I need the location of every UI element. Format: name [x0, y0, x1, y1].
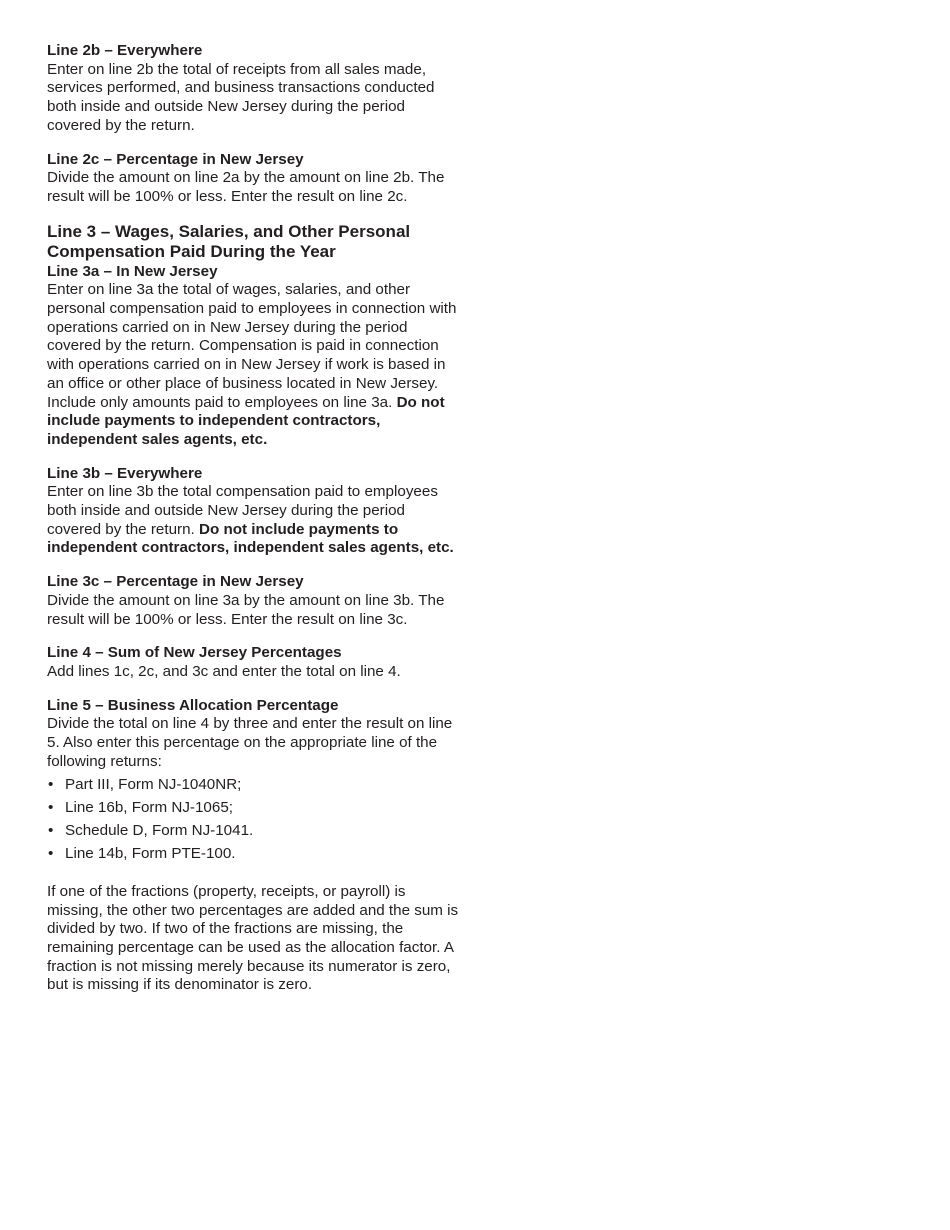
- section-line-5: [47, 697, 461, 995]
- body-line-4: Add lines 1c, 2c, and 3c and enter the total on line 4.: [47, 662, 401, 680]
- heading-line-2b: Line 2b – Everywhere: [47, 42, 203, 59]
- body-line-3a: [47, 281, 461, 449]
- section-line-3: [47, 222, 461, 450]
- body-line-3a-bold: Do not include payments to independent contractors, independent sales agents, etc.: [47, 393, 445, 448]
- instructions-column: [47, 42, 461, 1010]
- list-item: • Schedule D, Form NJ-1041.: [48, 821, 254, 839]
- body-line-3b: [47, 483, 461, 558]
- body-line-2c: Divide the amount on line 2a by the amount on line 2b. The result will be 100% or less. Enter the result on line 2c.: [47, 169, 445, 205]
- heading-line-3b: Line 3b – Everywhere: [47, 464, 203, 482]
- section-line-2b: [47, 42, 461, 136]
- section-line-3b: [47, 465, 461, 559]
- list-item: • Part III, Form NJ-1040NR;: [48, 775, 242, 793]
- body-line-3b-bold: Do not include payments to independent contractors, independent sales agents, etc.: [47, 520, 454, 557]
- list-item: • Line 16b, Form NJ-1065;: [48, 798, 233, 816]
- bullet-icon: •: [48, 775, 54, 793]
- heading-line-2c: Line 2c – Percentage in New Jersey: [47, 150, 304, 168]
- heading-line-3: Line 3 – Wages, Salaries, and Other Personal Compensation Paid During the Year: [47, 221, 411, 262]
- heading-line-3c: Line 3c – Percentage in New Jersey: [47, 573, 304, 591]
- heading-line-3a: Line 3a – In New Jersey: [47, 262, 218, 280]
- returns-list: [47, 776, 461, 864]
- section-line-2c: [47, 151, 461, 207]
- section-line-3c: [47, 573, 461, 629]
- body-line-3b-text: Enter on line 3b the total compensation paid to employees both inside and outside New Jersey during the period covered by the return.: [47, 483, 438, 538]
- heading-line-4: Line 4 – Sum of New Jersey Percentages: [47, 644, 342, 662]
- section-line-4: [47, 644, 461, 681]
- closing-paragraph: If one of the fractions (property, receipts, or payroll) is missing, the other two percentages are added and the sum is divided by two. If two of the fractions are missing, the remaining percentage can be used as the allocation factor. A fraction is not missing merely because its numerator is zero, but is missing if its denominator is zero.: [47, 882, 459, 994]
- list-item: • Line 14b, Form PTE-100.: [48, 844, 236, 862]
- bullet-icon: •: [48, 821, 54, 839]
- body-line-3c: Divide the amount on line 3a by the amount on line 3b. The result will be 100% or less. Enter the result on line 3c.: [47, 591, 445, 628]
- body-line-3a-text: Enter on line 3a the total of wages, salaries, and other personal compensation paid to employees in connection with operations carried on in New Jersey during the period covered by the return. Compensation is paid in connection with operations carried on in New Jersey if work is based in an office or other place of business located in New Jersey. Include only amounts paid to employees on line 3a.: [47, 281, 457, 411]
- bullet-icon: •: [48, 798, 54, 816]
- body-line-2b: Enter on line 2b the total of receipts from all sales made, services performed, and business transactions conducted both inside and outside New Jersey during the period covered by the return.: [47, 60, 435, 134]
- body-line-5: Divide the total on line 4 by three and enter the result on line 5. Also enter this percentage on the appropriate line of the following returns:: [47, 715, 453, 770]
- heading-line-5: Line 5 – Business Allocation Percentage: [47, 696, 339, 714]
- bullet-icon: •: [48, 844, 54, 862]
